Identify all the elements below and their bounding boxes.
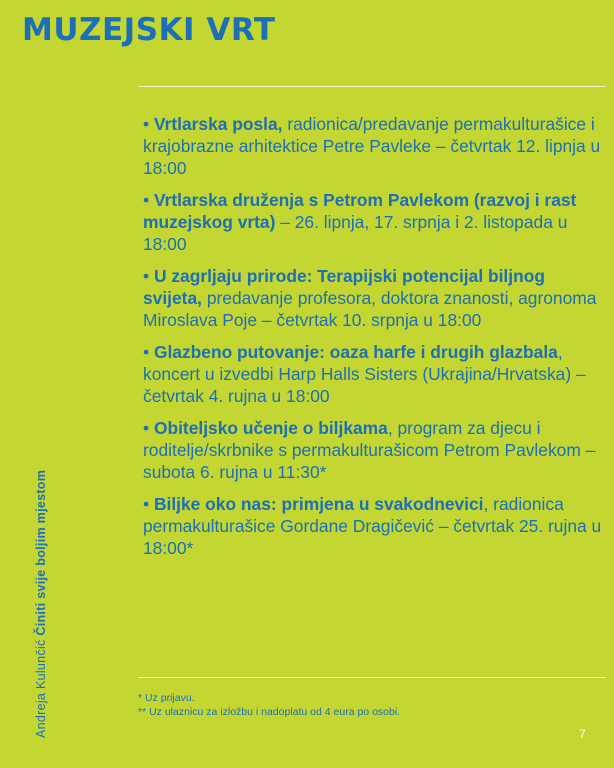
event-details: – 26. lipnja, 17. srpnja i 2. listopada u 18:00 bbox=[143, 212, 568, 254]
page-number: 7 bbox=[579, 727, 586, 741]
event-title: Vrtlarska posla, bbox=[153, 114, 283, 134]
event-details: , koncert u izvedbi Harp Halls Sisters (Ukrajina/Hrvatska) – četvrtak 4. rujna u 18:00 bbox=[143, 342, 586, 406]
bullet: • bbox=[143, 266, 150, 286]
event-details: predavanje profesora, doktora znanosti, agronoma Miroslava Poje – četvrtak 10. srpnja u 18:00 bbox=[143, 288, 597, 330]
event-details: , radionica permakulturašice Gordane Dragičević – četvrtak 25. rujna u 18:00* bbox=[143, 494, 602, 558]
footnote-ticket: ** Uz ulaznicu za izložbu i nadoplatu od 4 eura po osobi. bbox=[138, 706, 401, 718]
bullet: • bbox=[143, 114, 150, 134]
event-item bbox=[143, 189, 605, 255]
side-author: Andreja Kulunčić bbox=[34, 635, 48, 738]
bullet: • bbox=[143, 190, 150, 210]
event-item bbox=[143, 265, 605, 331]
side-credit bbox=[34, 470, 48, 738]
bullet: • bbox=[143, 342, 150, 362]
event-list bbox=[143, 113, 605, 569]
event-details: radionica/predavanje permakulturašice i krajobrazne arhitektice Petre Pavleke – četvrtak 12. lipnja u 18:00 bbox=[143, 114, 601, 178]
event-details: , program za djecu i roditelje/skrbnike s permakulturašicom Petrom Pavlekom – subota 6. rujna u 11:30* bbox=[143, 418, 596, 482]
event-title: Glazbeno putovanje: oaza harfe i drugih glazbala bbox=[153, 342, 558, 362]
event-title: U zagrljaju prirode: Terapijski potencijal biljnog svijeta, bbox=[143, 266, 545, 308]
side-slogan: Činiti svije boljim mjestom bbox=[34, 469, 48, 636]
bullet: • bbox=[143, 418, 150, 438]
event-title: Biljke oko nas: primjena u svakodnevici bbox=[153, 494, 484, 514]
event-item bbox=[143, 113, 605, 179]
event-title: Vrtlarska druženja s Petrom Pavlekom (razvoj i rast muzejskog vrta) bbox=[143, 190, 577, 232]
bottom-divider bbox=[138, 677, 606, 678]
event-item bbox=[143, 493, 605, 559]
event-item bbox=[143, 417, 605, 483]
event-item bbox=[143, 341, 605, 407]
top-divider bbox=[138, 86, 606, 87]
page-title: MUZEJSKI VRT bbox=[22, 12, 276, 48]
event-title: Obiteljsko učenje o biljkama bbox=[153, 418, 388, 438]
bullet: • bbox=[143, 494, 150, 514]
footnote-registration: * Uz prijavu. bbox=[138, 692, 195, 704]
footnotes bbox=[138, 691, 400, 719]
